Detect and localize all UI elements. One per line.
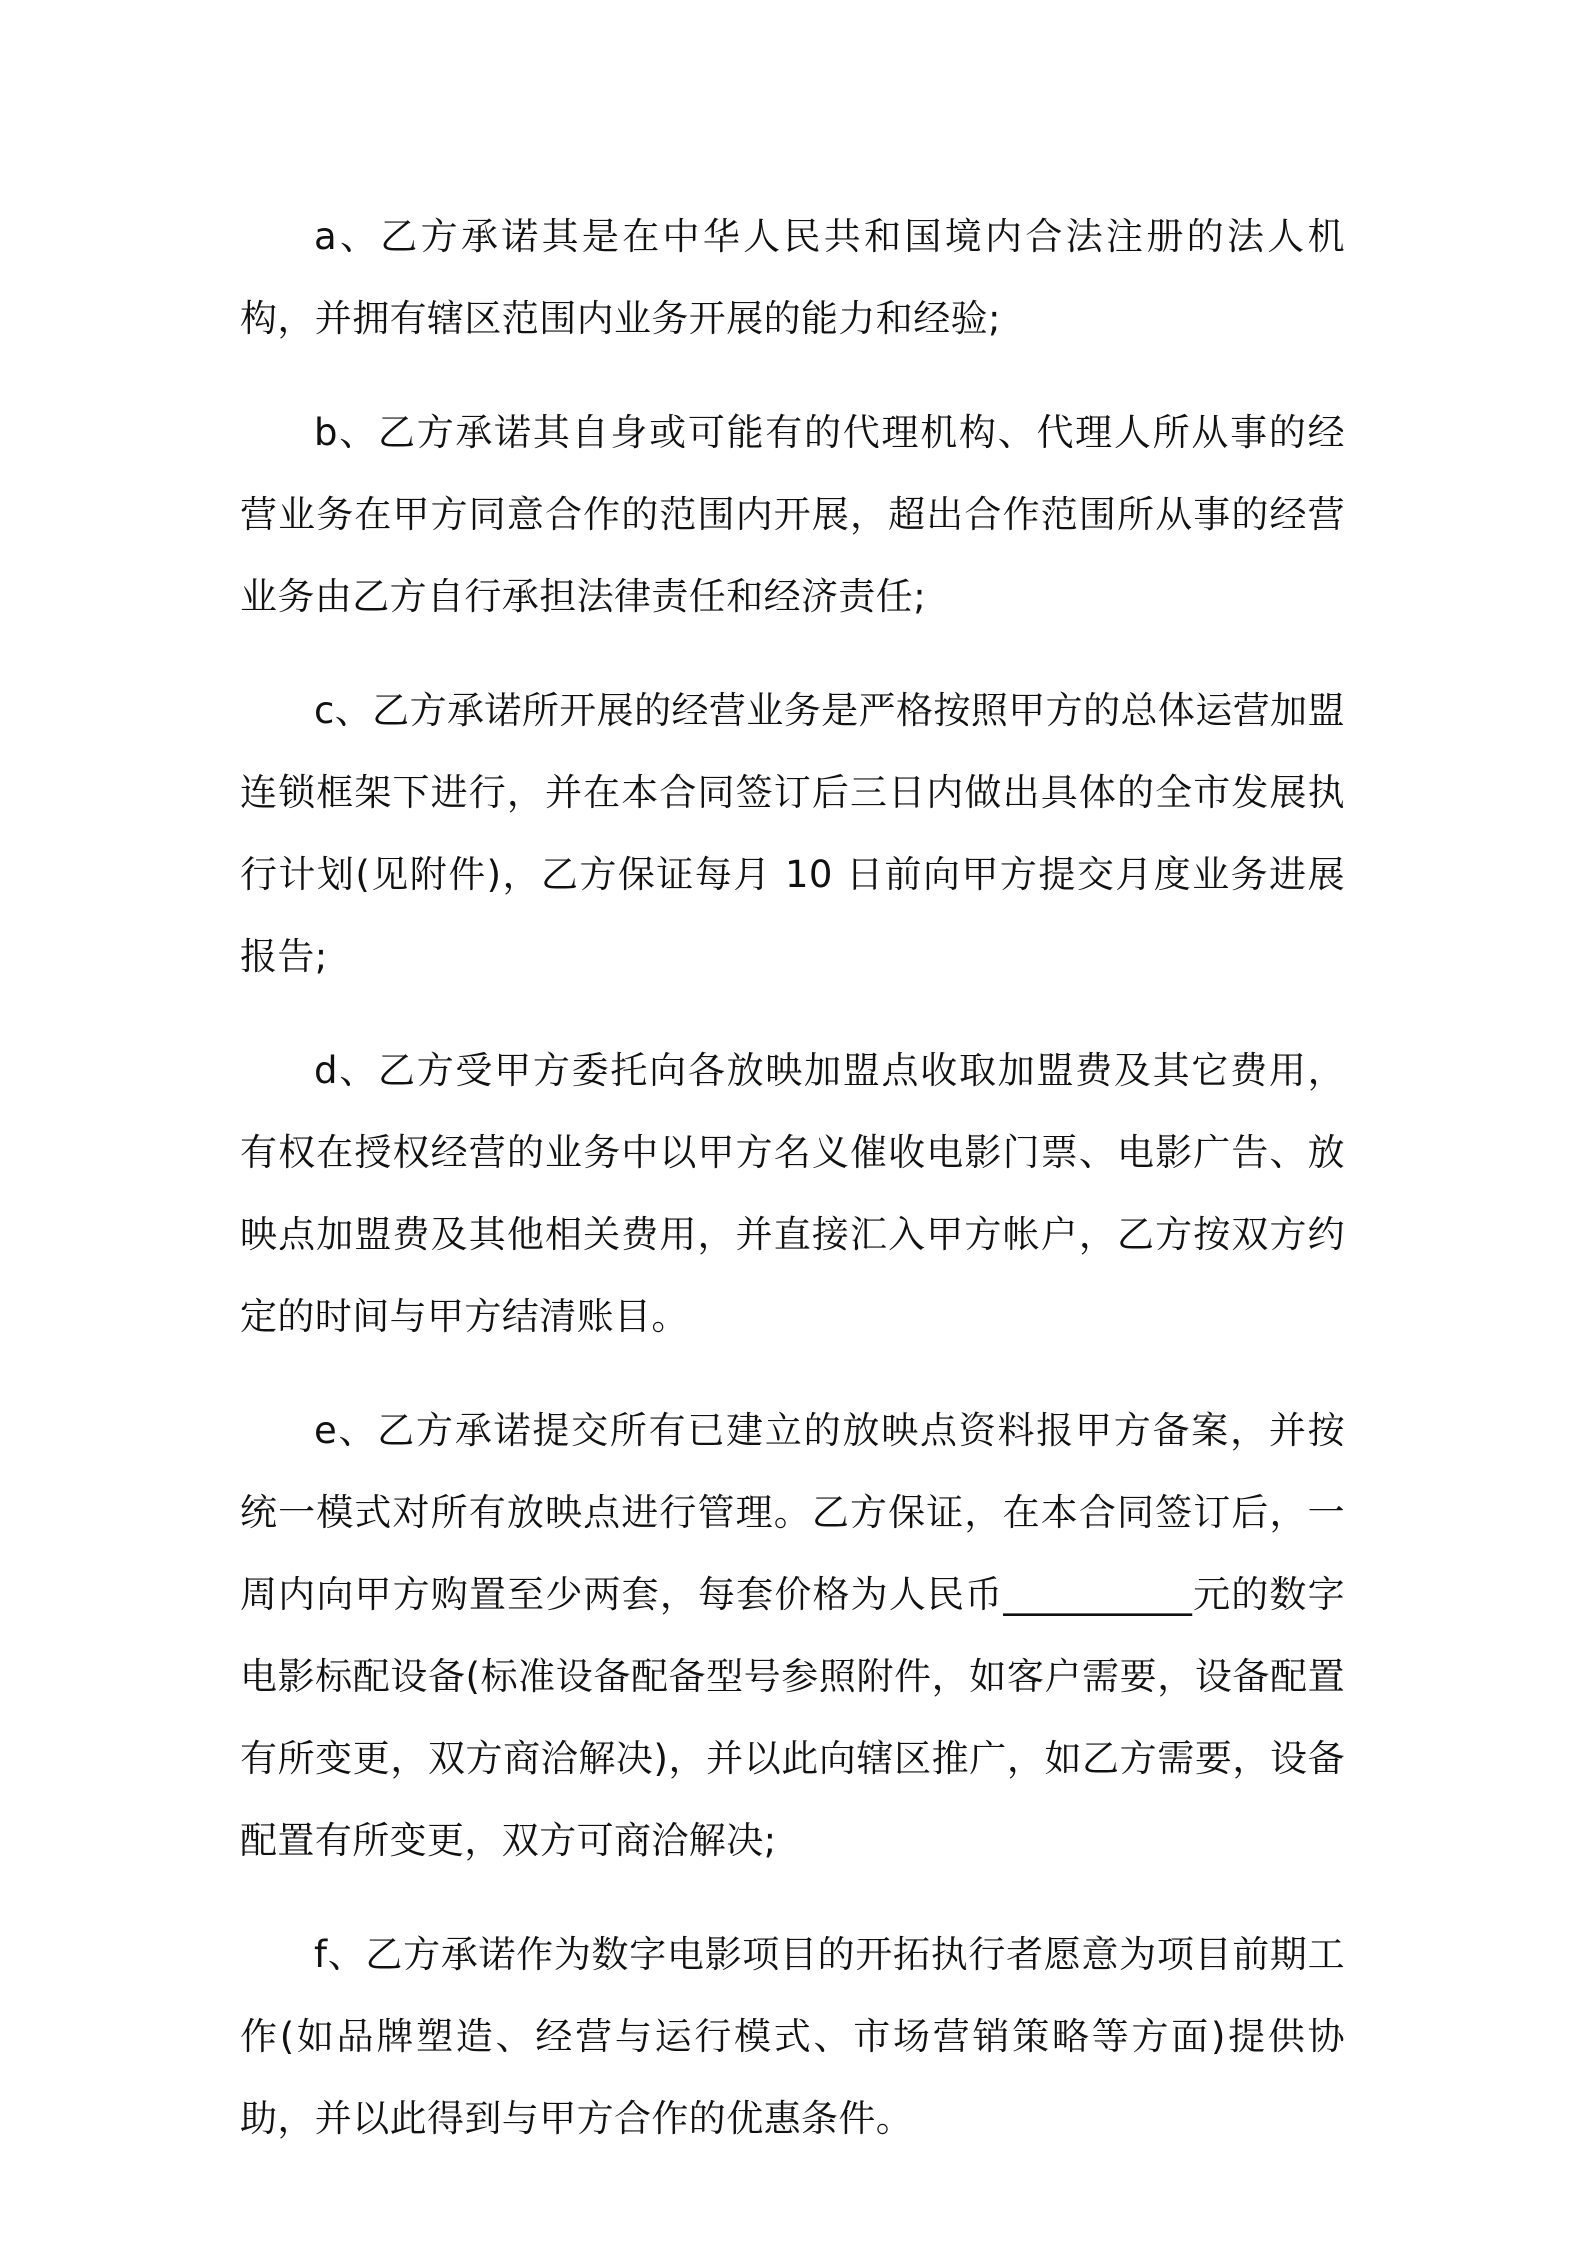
clause-f: f、乙方承诺作为数字电影项目的开拓执行者愿意为项目前期工作(如品牌塑造、经营与运行模式、市场营销策略等方面)提供协助，并以此得到与甲方合作的优惠条件。 <box>240 1933 1345 2140</box>
clause-e: e、乙方承诺提交所有已建立的放映点资料报甲方备案，并按统一模式对所有放映点进行管理。乙方保证，在本合同签订后，一周内向甲方购置至少两套，每套价格为人民币__________元的数字电影标配设备(标准设备配备型号参照附件，如客户需要，设备配置有所变更，双方商洽解决)，并以此向辖区推广，如乙方需要，设备配置有所变更，双方可商洽解决; <box>240 1409 1345 1862</box>
clause-c: c、乙方承诺所开展的经营业务是严格按照甲方的总体运营加盟连锁框架下进行，并在本合同签订后三日内做出具体的全市发展执行计划(见附件)，乙方保证每月 10 日前向甲方提交月度业务进展报告; <box>240 689 1345 978</box>
document-body <box>240 196 1345 2160</box>
clause-d: d、乙方受甲方委托向各放映加盟点收取加盟费及其它费用，有权在授权经营的业务中以甲方名义催收电影门票、电影广告、放映点加盟费及其他相关费用，并直接汇入甲方帐户，乙方按双方约定的时间与甲方结清账目。 <box>240 1049 1345 1338</box>
clause-b: b、乙方承诺其自身或可能有的代理机构、代理人所从事的经营业务在甲方同意合作的范围内开展，超出合作范围所从事的经营业务由乙方自行承担法律责任和经济责任; <box>240 411 1345 618</box>
clause-a: a、乙方承诺其是在中华人民共和国境内合法注册的法人机构，并拥有辖区范围内业务开展的能力和经验; <box>240 215 1345 340</box>
